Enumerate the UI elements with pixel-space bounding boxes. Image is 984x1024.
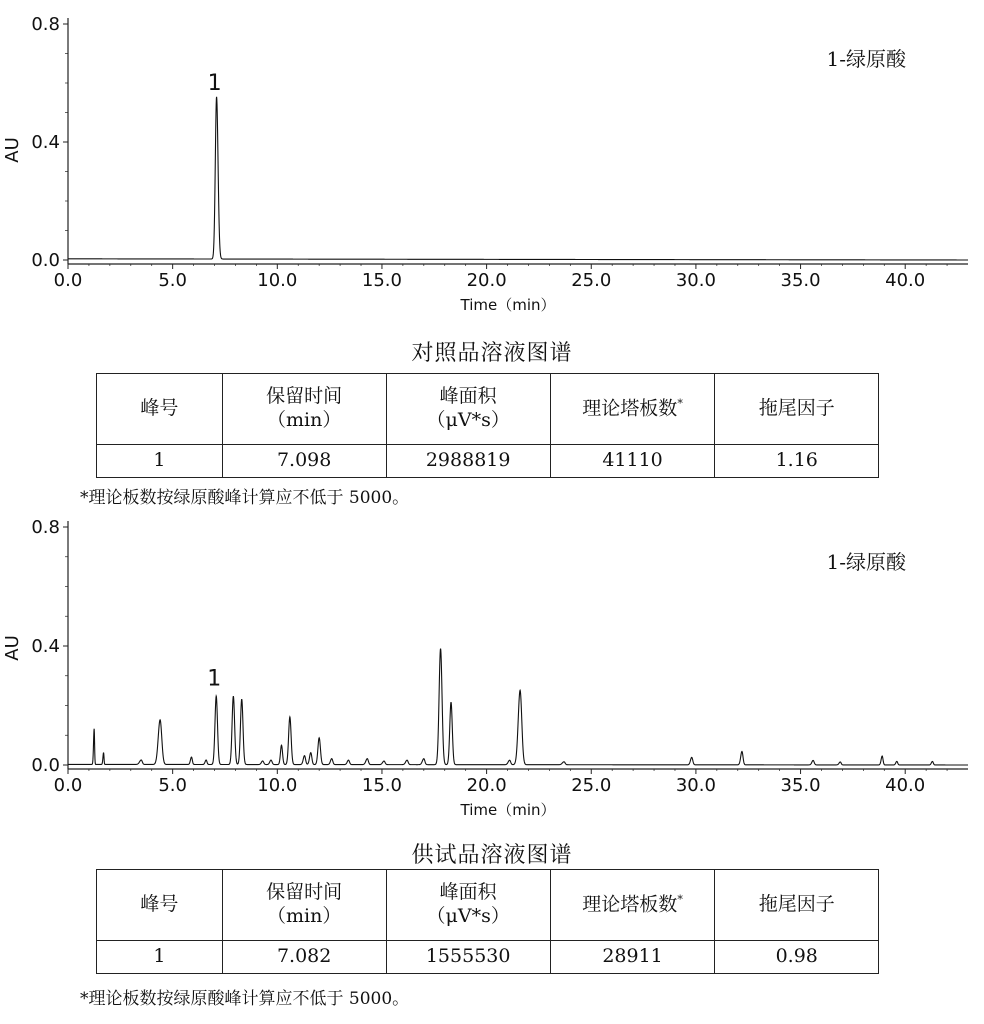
x-tick-label: 0.0 xyxy=(53,775,83,796)
cell-retention-time: 7.098 xyxy=(222,445,386,478)
cell-tailing-factor: 0.98 xyxy=(715,941,879,974)
x-tick-label: 20.0 xyxy=(466,270,507,291)
table-header-row xyxy=(97,870,879,941)
cell-retention-time: 7.082 xyxy=(222,941,386,974)
sample-chart-title: 供试品溶液图谱 xyxy=(411,843,573,868)
legend-label: 1-绿原酸 xyxy=(826,47,906,71)
header-peak-no: 峰号 xyxy=(97,374,223,445)
x-tick-label: 10.0 xyxy=(257,775,298,796)
cell-peak-area: 2988819 xyxy=(386,445,550,478)
x-tick-label: 25.0 xyxy=(571,270,612,291)
header-peak-area: 峰面积 （μV*s） xyxy=(386,374,550,445)
header-theoretical-plates: 理论塔板数* xyxy=(550,374,715,445)
x-tick-label: 10.0 xyxy=(257,270,298,291)
x-axis-label: Time（min） xyxy=(460,801,556,819)
reference-chromatogram xyxy=(0,0,984,330)
y-tick-label: 0.4 xyxy=(31,132,60,153)
header-peak-no: 峰号 xyxy=(97,870,223,941)
cell-theoretical-plates: 28911 xyxy=(550,941,715,974)
sample-footnote: *理论板数按绿原酸峰计算应不低于 5000。 xyxy=(80,989,410,1009)
header-theoretical-plates: 理论塔板数* xyxy=(550,870,715,941)
x-tick-label: 15.0 xyxy=(361,775,402,796)
x-tick-label: 20.0 xyxy=(466,775,507,796)
y-tick-label: 0.8 xyxy=(31,14,60,35)
y-axis-label: AU xyxy=(2,635,23,661)
chromatogram-trace xyxy=(68,649,968,765)
legend-label: 1-绿原酸 xyxy=(826,550,906,574)
cell-peak-area: 1555530 xyxy=(386,941,550,974)
chromatogram-trace xyxy=(68,97,968,260)
y-tick-label: 0.0 xyxy=(31,755,60,776)
x-tick-label: 35.0 xyxy=(780,270,821,291)
header-tailing-factor: 拖尾因子 xyxy=(715,374,879,445)
x-axis-label: Time（min） xyxy=(460,296,556,314)
y-axis-label: AU xyxy=(2,137,23,163)
cell-peak-no: 1 xyxy=(97,445,223,478)
x-tick-label: 5.0 xyxy=(158,775,187,796)
y-tick-label: 0.4 xyxy=(31,636,60,657)
reference-results-table xyxy=(96,373,879,478)
y-tick-label: 0.8 xyxy=(31,517,60,538)
x-tick-label: 30.0 xyxy=(675,775,716,796)
table-row xyxy=(97,445,879,478)
x-tick-label: 40.0 xyxy=(885,775,926,796)
sample-results-table xyxy=(96,869,879,974)
x-tick-label: 40.0 xyxy=(885,270,926,291)
header-retention-time: 保留时间 （min） xyxy=(222,374,386,445)
x-tick-label: 0.0 xyxy=(53,270,83,291)
x-tick-label: 30.0 xyxy=(675,270,716,291)
x-tick-label: 35.0 xyxy=(780,775,821,796)
table-header-row xyxy=(97,374,879,445)
peak-label: 1 xyxy=(207,666,222,692)
cell-theoretical-plates: 41110 xyxy=(550,445,715,478)
x-tick-label: 25.0 xyxy=(571,775,612,796)
header-retention-time: 保留时间 （min） xyxy=(222,870,386,941)
reference-chart-title: 对照品溶液图谱 xyxy=(411,341,573,366)
reference-footnote: *理论板数按绿原酸峰计算应不低于 5000。 xyxy=(80,488,410,508)
table-row xyxy=(97,941,879,974)
y-tick-label: 0.0 xyxy=(31,250,60,271)
header-peak-area: 峰面积 （μV*s） xyxy=(386,870,550,941)
x-tick-label: 15.0 xyxy=(361,270,402,291)
header-tailing-factor: 拖尾因子 xyxy=(715,870,879,941)
peak-label: 1 xyxy=(207,70,222,96)
sample-chromatogram xyxy=(0,505,984,845)
cell-peak-no: 1 xyxy=(97,941,223,974)
x-tick-label: 5.0 xyxy=(158,270,187,291)
cell-tailing-factor: 1.16 xyxy=(715,445,879,478)
